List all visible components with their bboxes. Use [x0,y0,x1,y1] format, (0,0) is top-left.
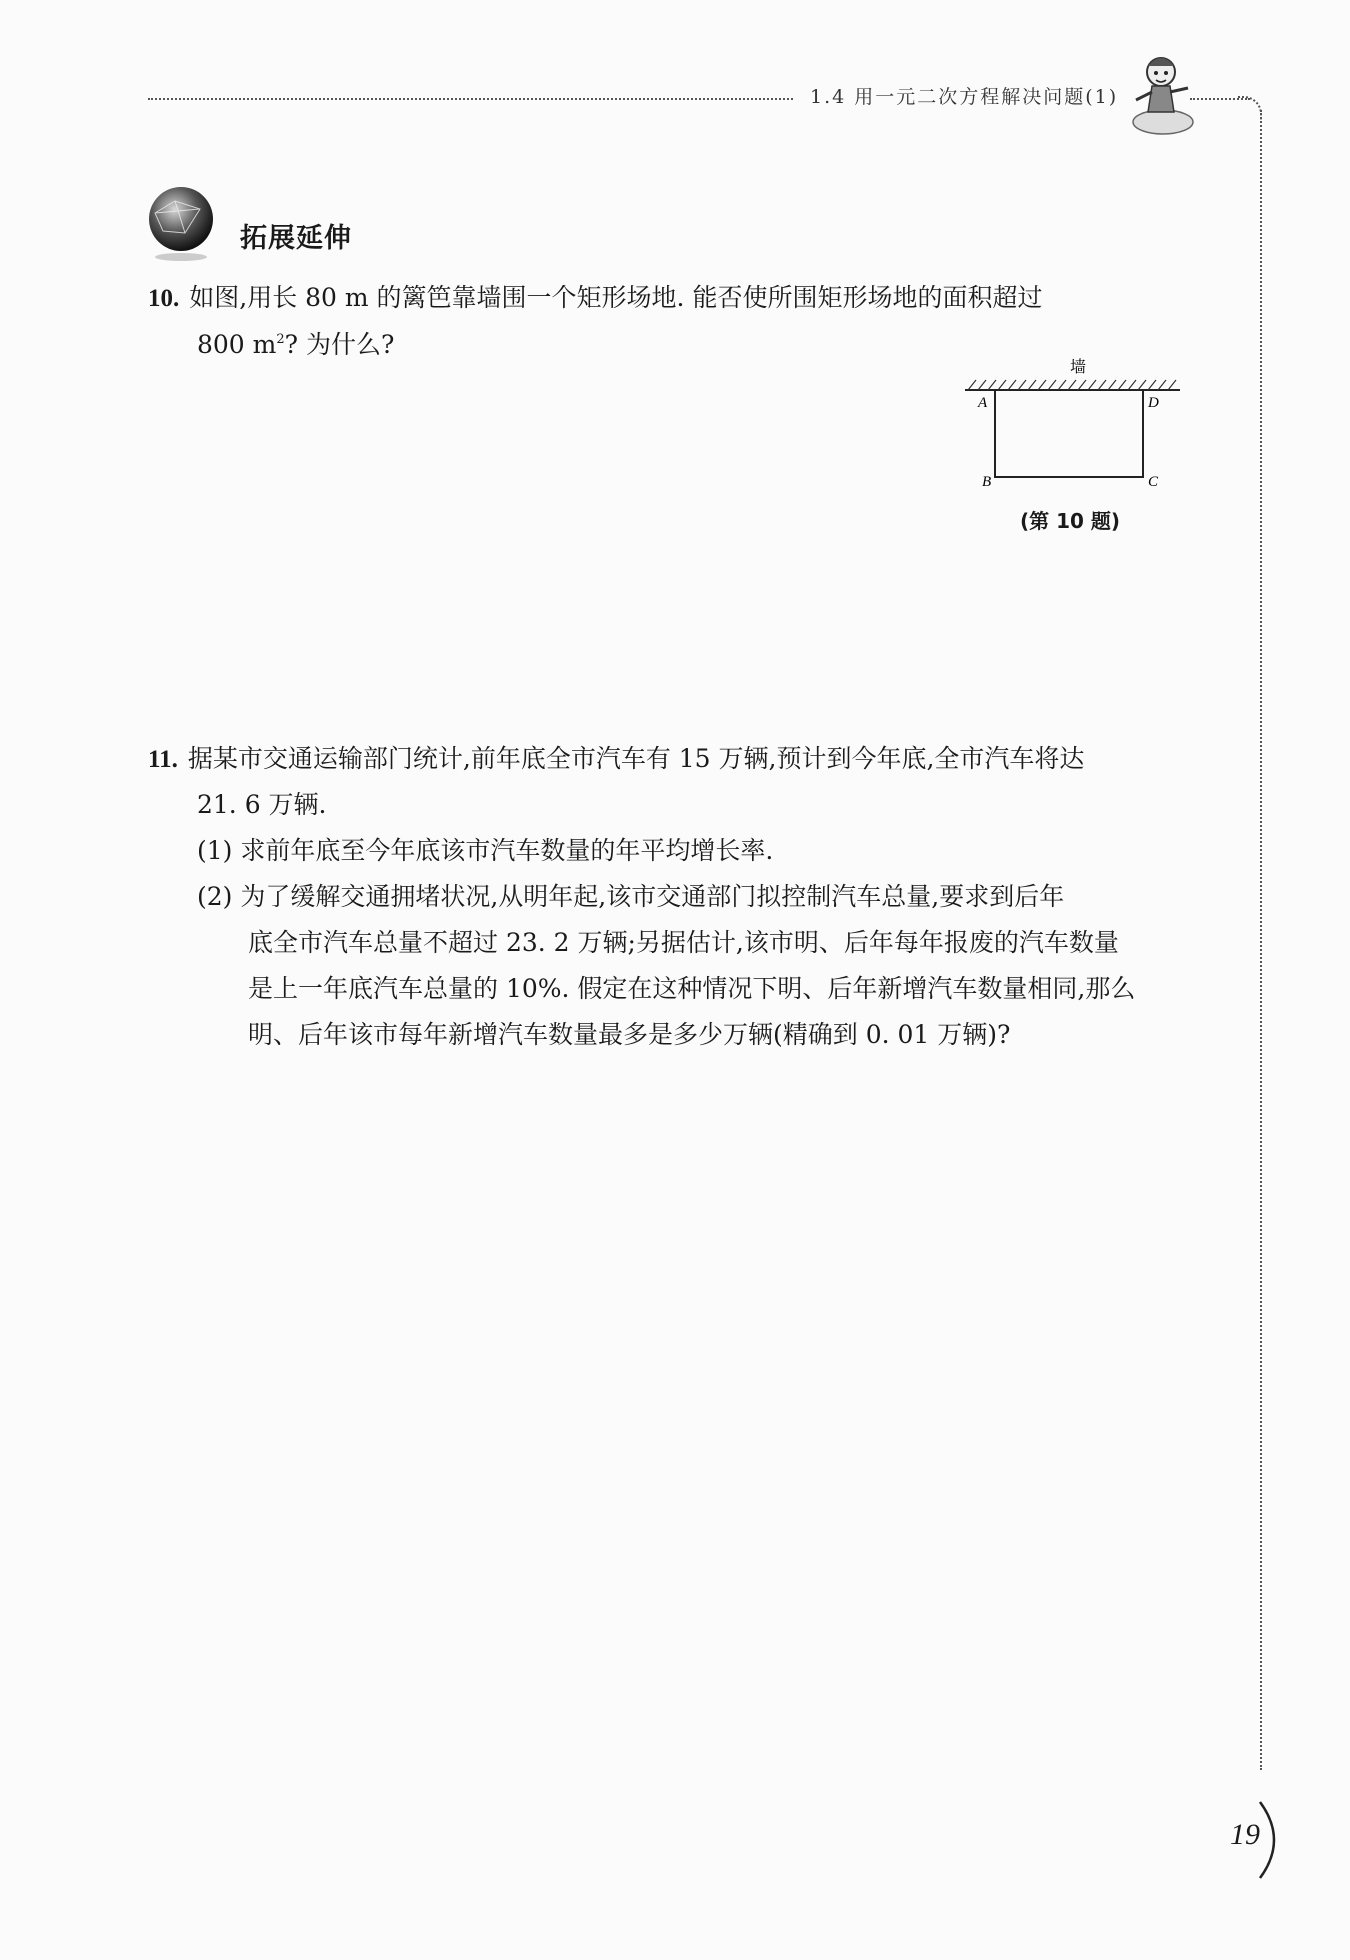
figure-caption: (第 10 题) [1020,509,1121,533]
header-section-title: 用一元二次方程解决问题(1) [854,86,1119,108]
question-11-part-2-line3: 是上一年底汽车总量的 10%. 假定在这种情况下明、后年新增汽车数量相同,那么 [248,974,1136,1003]
area-value: 800 m [197,330,277,359]
wall-label: 墙 [1069,357,1087,376]
fence-rectangle [995,390,1143,477]
vertex-b-label: B [982,474,992,490]
page-number-bracket [1250,1800,1290,1880]
question-10-line2 [197,322,394,368]
vertex-d-label: D [1148,395,1159,411]
vertex-c-label: C [1148,474,1159,490]
area-exponent: 2 [276,332,285,347]
question-11-part-1: (1) 求前年底至今年底该市汽车数量的年平均增长率. [197,836,774,865]
question-11-part-2-line4: 明、后年该市每年新增汽车数量最多是多少万辆(精确到 0. 01 万辆)? [248,1020,1011,1049]
question-text: ? 为什么? [284,330,395,359]
page-number: 19 [1230,1818,1260,1851]
question-11-part-2: (2) 为了缓解交通拥堵状况,从明年起,该市交通部门拟控制汽车总量,要求到后年 [197,882,1065,911]
header-section-number: 1.4 [810,86,847,108]
question-11 [148,736,1084,783]
section-title: 拓展延伸 [240,223,352,254]
question-text: 据某市交通运输部门统计,前年底全市汽车有 15 万辆,预计到今年底,全市汽车将达 [187,744,1085,773]
question-number: 11. [148,746,178,773]
question-number: 10. [148,285,180,312]
question-11-line2: 21. 6 万辆. [197,790,327,819]
header-rule-left [148,98,793,100]
question-10 [148,275,1042,322]
page-border-right [1260,110,1262,1770]
globe-icon [145,183,220,263]
wall-hatching [968,380,1176,390]
vertex-a-label: A [978,395,988,411]
page-border-corner [1238,96,1262,120]
mascot-icon [1128,50,1198,140]
question-text: 如图,用长 80 m 的篱笆靠墙围一个矩形场地. 能否使所围矩形场地的面积超过 [189,283,1043,312]
running-header [810,82,1118,109]
question-11-part-2-line2: 底全市汽车总量不超过 23. 2 万辆;另据估计,该市明、后年每年报废的汽车数量 [248,928,1119,957]
